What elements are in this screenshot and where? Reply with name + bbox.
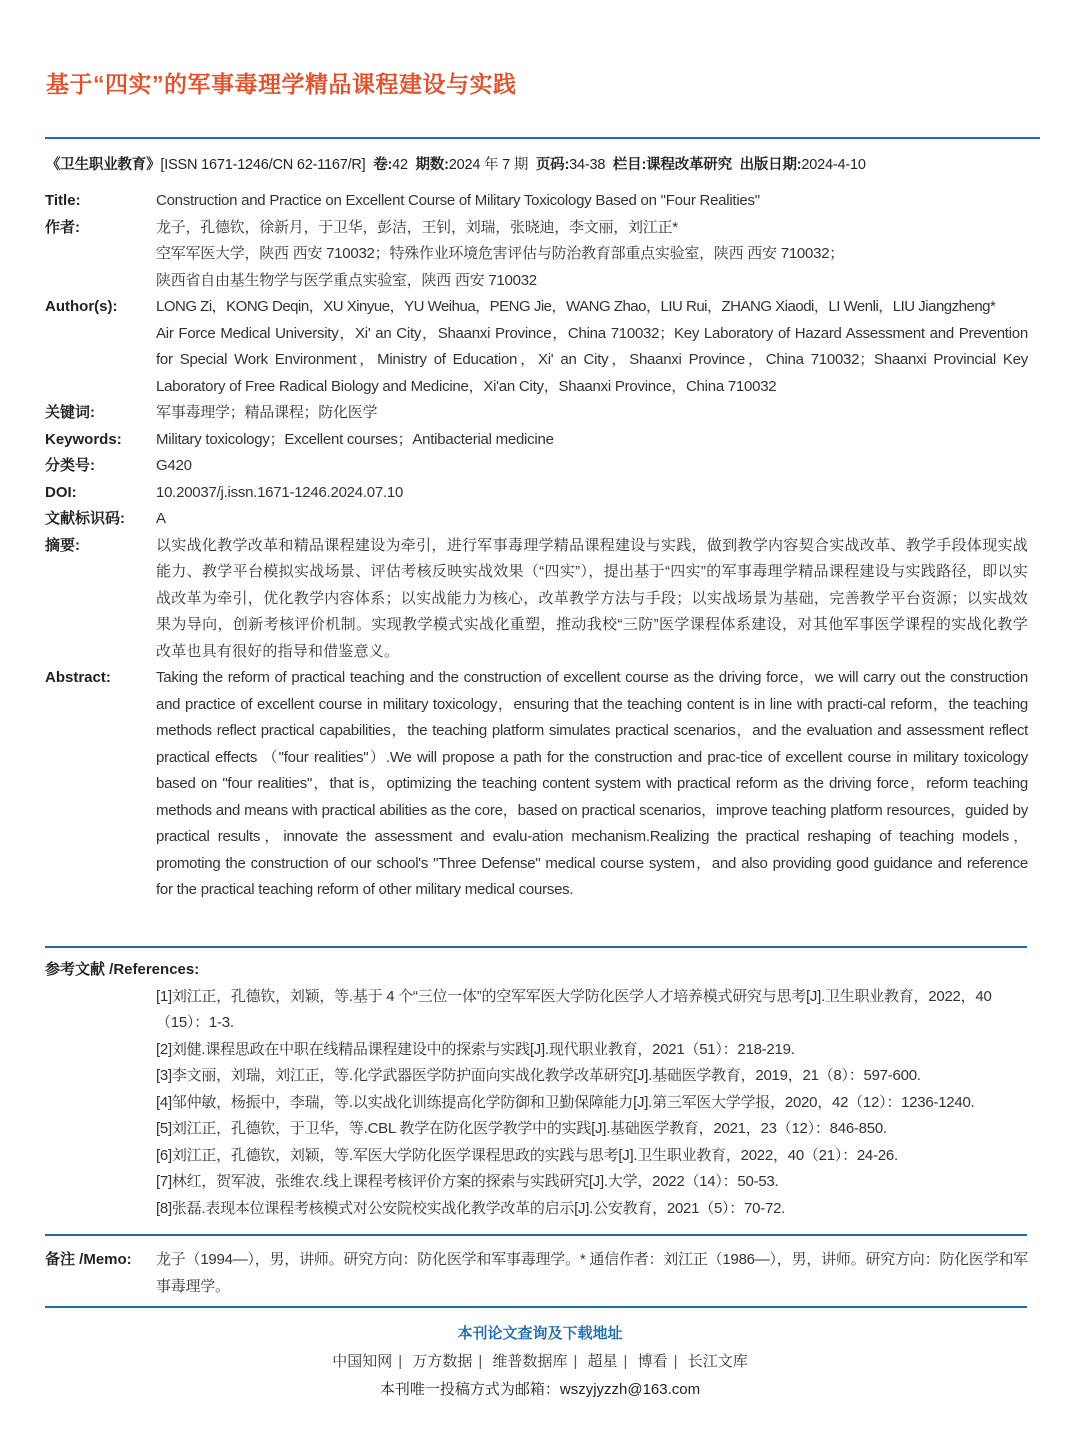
download-heading: 本刊论文查询及下载地址 bbox=[457, 1325, 623, 1342]
pages: 34-38 bbox=[569, 157, 606, 173]
site-link[interactable]: 中国知网 bbox=[332, 1353, 393, 1370]
field-abstract-en bbox=[45, 665, 1028, 904]
publish-date: 2024-4-10 bbox=[801, 157, 866, 173]
label: Author(s): bbox=[45, 298, 118, 315]
reference-item: [8]张磊.表现本位课程考核模式对公安院校实战化教学改革的启示[J].公安教育，2021（5）：70-72. bbox=[156, 1199, 786, 1217]
class-number: G420 bbox=[156, 457, 192, 474]
date-label: 出版日期: bbox=[739, 157, 802, 173]
field-class bbox=[45, 453, 1028, 480]
column-label: 栏目: bbox=[612, 157, 647, 173]
reference-item: [3]李文丽，刘瑞，刘江正，等.化学武器医学防护面向实战化教学改革研究[J].基础医学教育，2019，21（8）：597-600. bbox=[156, 1067, 921, 1084]
field-doi bbox=[45, 480, 1028, 507]
issue: 2024 年 7 期 bbox=[448, 157, 529, 173]
reference-item: [1]刘江正，孔德钦，刘颖，等.基于 4 个“三位一体”的空军军医大学防化医学人才培养模式研究与思考[J].卫生职业教育，2022，40（15）：1-3. bbox=[156, 987, 992, 1031]
label: Keywords: bbox=[45, 430, 122, 448]
label: 文献标识码: bbox=[45, 510, 125, 527]
english-title: Construction and Practice on Excellent Course of Military Toxicology Based on "Four Realities" bbox=[156, 192, 760, 209]
issue-label: 期数: bbox=[415, 157, 449, 173]
authors-en: LONG Zi，KONG Deqin，XU Xinyue，YU Weihua，PENG Jie，WANG Zhao，LIU Rui，ZHANG Xiaodi，LI Wenli，LIU Jiangzheng* bbox=[156, 298, 996, 315]
memo-label: 备注 /Memo: bbox=[45, 1251, 132, 1268]
article-title: 基于“四实”的军事毒理学精品课程建设与实践 bbox=[46, 71, 517, 97]
references-section bbox=[45, 957, 1028, 1222]
issn: [ISSN 1671-1246/CN 62-1167/R] bbox=[160, 157, 366, 173]
authors-cn: 龙子，孔德钦，徐新月，于卫华，彭洁，王钊，刘瑞，张晓迪，李文丽，刘江正* bbox=[156, 218, 678, 236]
article-fields bbox=[45, 188, 1028, 904]
field-title bbox=[45, 188, 1028, 215]
reference-item: [6]刘江正，孔德钦，刘颖，等.军医大学防化医学课程思政的实践与思考[J].卫生职业教育，2022，40（21）：24-26. bbox=[156, 1146, 898, 1164]
abstract-cn: 以实战化教学改革和精品课程建设为牵引，进行军事毒理学精品课程建设与实践，做到教学内容契合实战改革、教学手段体现实战能力、教学平台模拟实战场景、评估考核反映实战效果（“四实”），提出基于“四实”的军事毒理学精品课程建设与实践路径，即以实战改革为牵引，优化教学内容体系；以实战能力为核心，改革教学方法与手段；以实战场景为基础，完善教学平台资源；以实战效果为导向，创新考核评价机制。实现教学模式实战化重塑，推动我校“三防”医学课程体系建设，对其他军事医学课程的实战化教学改革也具有很好的指导和借鉴意义。 bbox=[156, 536, 1028, 660]
submission-contact: 本刊唯一投稿方式为邮箱：wszyjyzzh@163.com bbox=[379, 1381, 701, 1398]
affiliation-cn: 空军军医大学，陕西 西安 710032；特殊作业环境危害评估与防治教育部重点实验室，陕西 西安 710032； bbox=[156, 245, 845, 262]
reference-item: [2]刘健.课程思政在中职在线精品课程建设中的探索与实践[J].现代职业教育，2021（51）：218-219. bbox=[156, 1040, 795, 1058]
affiliation-en: Air Force Medical University，Xi' an City，Shaanxi Province，China 710032；Key Laboratory of Hazard Assessment and Prevention for Special Work Environment，Ministry of Education，Xi' an City，Shaanxi Province，China 710032；Shaanxi Provincial Key Laboratory of Free Radical Biology and Medicine，Xi'an City，Shaanxi Province，China 710032 bbox=[156, 324, 1028, 395]
site-link[interactable]: 超星 bbox=[587, 1353, 618, 1370]
label: Title: bbox=[45, 192, 81, 209]
label: 作者: bbox=[45, 218, 80, 236]
doc-code: A bbox=[156, 510, 166, 527]
field-abstract-cn bbox=[45, 533, 1028, 666]
volume: 42 bbox=[392, 157, 408, 173]
memo-section bbox=[45, 1247, 1028, 1300]
reference-item: [5]刘江正，孔德钦，于卫华，等.CBL 教学在防化医学教学中的实践[J].基础医学教育，2021，23（12）：846-850. bbox=[156, 1120, 887, 1137]
abstract-en: Taking the reform of practical teaching and the construction of excellent course as the driving force，we will carry out the construction and practice of excellent course in military toxicology，ensuring that the teaching content is in line with practi-cal reform，the teaching methods reflect practical capabilities，the teaching platform simulates practical scenarios，and the evaluation and assessment reflect practical effects （"four realities"）.We will propose a path for the construction and prac-tice of excellent course in military toxicology based on "four realities"，that is，optimizing the teaching content system with practical reform as the driving force，reform teaching methods and means with practical abilities as the core，based on practical scenarios，improve teaching platform resources，guided by practical results，innovate the assessment and evalu-ation mechanism.Realizing the practical reshaping of teaching models，promoting the construction of our school's "Three Defense" medical course system，and also providing good guidance and reference for the practical teaching reform of other military medical courses. bbox=[156, 669, 1028, 898]
field-keywords-en bbox=[45, 427, 1028, 454]
divider bbox=[45, 1306, 1027, 1308]
site-link[interactable]: 万方数据 bbox=[412, 1353, 473, 1370]
column: 课程改革研究 bbox=[646, 157, 732, 173]
site-link[interactable]: 维普数据库 bbox=[492, 1353, 568, 1370]
divider bbox=[45, 946, 1027, 948]
references-heading: 参考文献 /References: bbox=[45, 961, 200, 978]
field-authors-cn bbox=[45, 215, 1028, 295]
site-link[interactable]: 博看 bbox=[637, 1353, 668, 1370]
label: Abstract: bbox=[45, 669, 111, 686]
field-authors-en bbox=[45, 294, 1028, 400]
doi[interactable]: 10.20037/j.issn.1671-1246.2024.07.10 bbox=[156, 483, 404, 501]
label: 关键词: bbox=[45, 404, 95, 421]
keywords-cn: 军事毒理学；精品课程；防化医学 bbox=[156, 404, 378, 421]
volume-label: 卷: bbox=[373, 157, 393, 173]
label: DOI: bbox=[45, 483, 77, 501]
label: 分类号: bbox=[45, 457, 95, 474]
top-divider bbox=[45, 137, 1040, 139]
label: 摘要: bbox=[45, 536, 80, 554]
keywords-en: Military toxicology；Excellent courses；Antibacterial medicine bbox=[156, 430, 554, 448]
affiliation-cn: 陕西省自由基生物学与医学重点实验室，陕西 西安 710032 bbox=[156, 271, 537, 289]
journal-name: 《卫生职业教育》 bbox=[46, 157, 161, 173]
memo-text: 龙子（1994—），男，讲师。研究方向：防化医学和军事毒理学。* 通信作者：刘江正（1986—），男，讲师。研究方向：防化医学和军事毒理学。 bbox=[156, 1251, 1028, 1295]
site-link[interactable]: 长江文库 bbox=[687, 1353, 748, 1370]
divider bbox=[45, 1234, 1027, 1236]
reference-item: [4]邹仲敏，杨振中，李瑞，等.以实战化训练提高化学防御和卫勤保障能力[J].第三军医大学学报，2020，42（12）：1236-1240. bbox=[156, 1093, 975, 1111]
journal-meta bbox=[46, 153, 866, 174]
pages-label: 页码: bbox=[535, 157, 570, 173]
database-links: 中国知网 | 万方数据 | 维普数据库 | 超星 | 博看 | 长江文库 bbox=[332, 1353, 748, 1370]
field-keywords-cn bbox=[45, 400, 1028, 427]
reference-item: [7]林红，贺军波，张维农.线上课程考核评价方案的探索与实践研究[J].大学，2022（14）：50-53. bbox=[156, 1173, 779, 1190]
field-doc-code bbox=[45, 506, 1028, 533]
